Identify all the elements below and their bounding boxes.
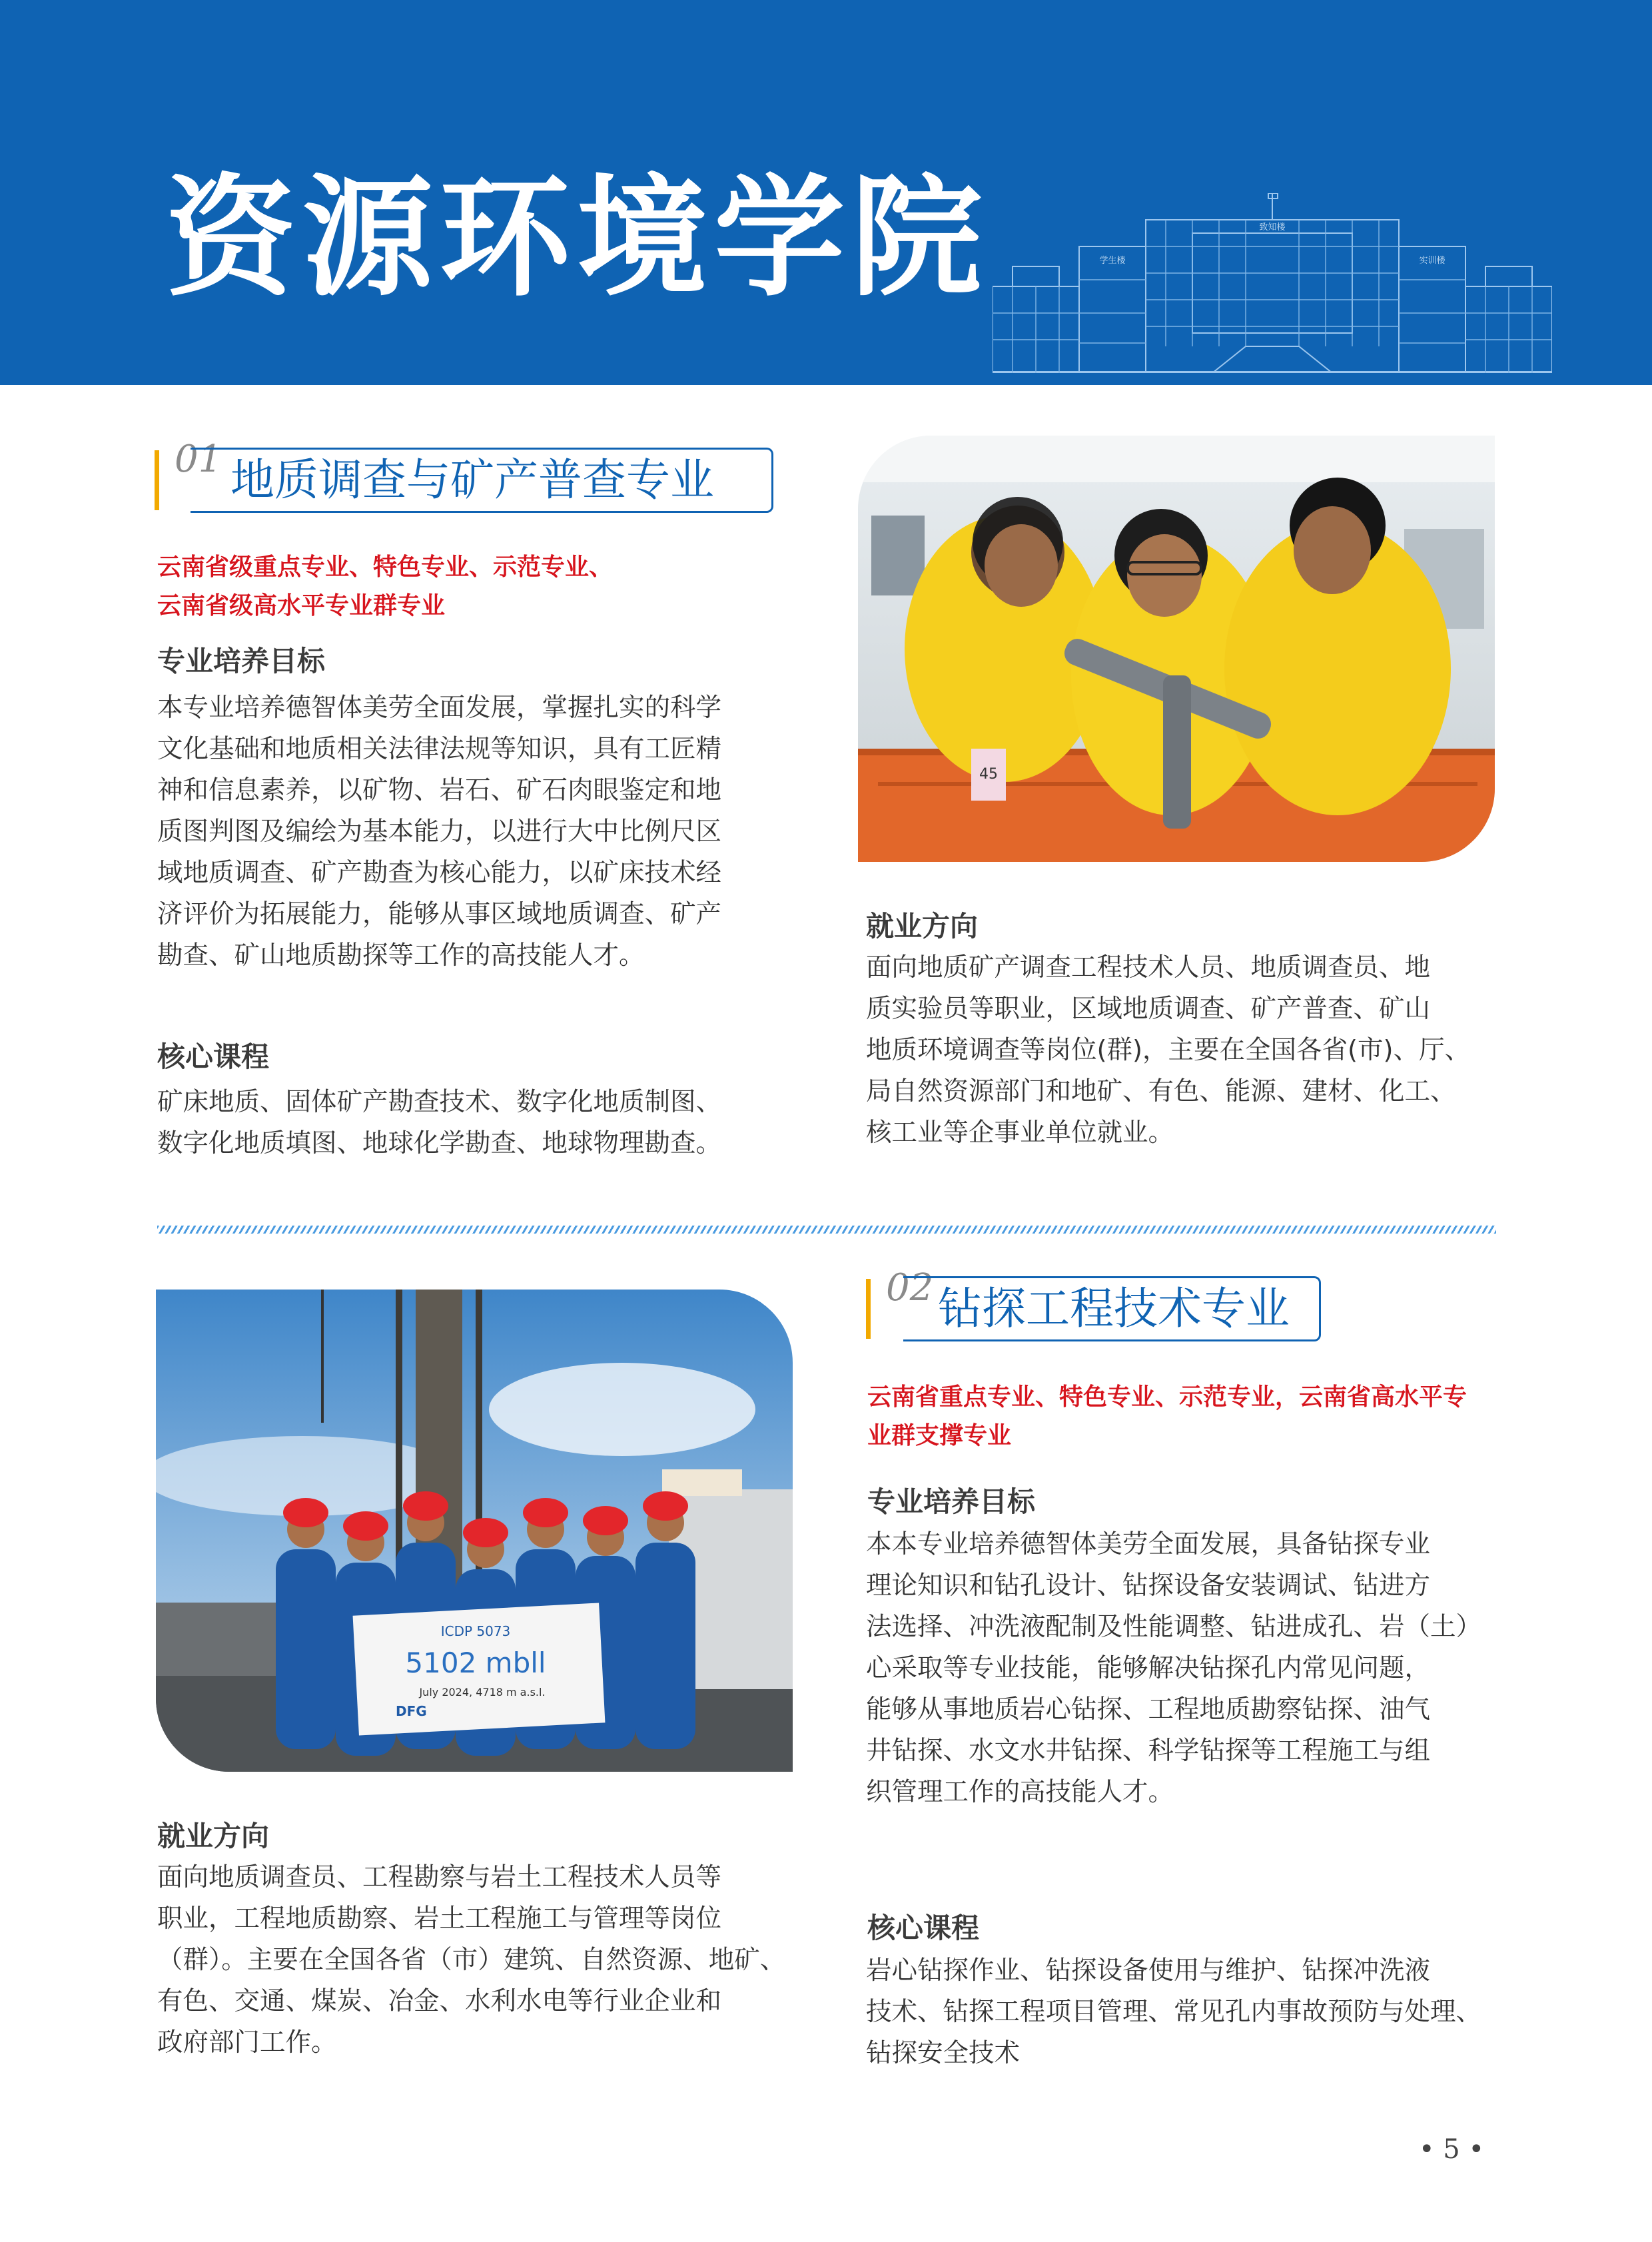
page-title: 资源环境学院 bbox=[165, 163, 989, 314]
section2-goal-text bbox=[866, 1524, 1505, 1813]
text-line: 岩心钻探作业、钻探设备使用与维护、钻探冲洗液 bbox=[866, 1956, 1431, 1986]
section2-goal-heading: 专业培养目标 bbox=[867, 1485, 1036, 1518]
text-line: 矿床地质、固体矿产勘查技术、数字化地质制图、 bbox=[157, 1087, 722, 1117]
text-line: 能够从事地质岩心钻探、工程地质勘察钻探、油气 bbox=[866, 1694, 1431, 1724]
text-line: 本专业培养德智体美劳全面发展，掌握扎实的科学 bbox=[157, 693, 722, 723]
text-line: 面向地质调查员、工程勘察与岩土工程技术人员等 bbox=[157, 1862, 722, 1892]
photo-drilling-crew bbox=[156, 1290, 793, 1772]
building-sign-right: 实训楼 bbox=[1419, 256, 1446, 266]
section2-title: 钻探工程技术专业 bbox=[938, 1283, 1290, 1334]
section1-goal-text bbox=[157, 687, 797, 976]
section2-job-text bbox=[157, 1857, 797, 2063]
text-line: 济评价为拓展能力，能够从事区域地质调查、矿产 bbox=[157, 899, 722, 929]
section2-course-heading: 核心课程 bbox=[867, 1912, 980, 1944]
text-line: 数字化地质填图、地球化学勘查、地球物理勘查。 bbox=[157, 1128, 722, 1158]
section2-accent-bar bbox=[866, 1279, 871, 1339]
text-line: 有色、交通、煤炭、冶金、水利水电等行业企业和 bbox=[157, 1986, 722, 2016]
text-line: 质实验员等职业，区域地质调查、矿产普查、矿山 bbox=[866, 994, 1431, 1024]
text-line: 质图判图及编绘为基本能力，以进行大中比例尺区 bbox=[157, 817, 722, 847]
text-line: 政府部门工作。 bbox=[157, 2028, 337, 2057]
section1-job-heading: 就业方向 bbox=[866, 910, 979, 942]
text-line: 文化基础和地质相关法律法规等知识，具有工匠精 bbox=[157, 734, 722, 764]
section1-job-text bbox=[866, 947, 1505, 1154]
text-line: 理论知识和钻孔设计、钻探设备安装调试、钻进方 bbox=[866, 1571, 1431, 1601]
text-line: 法选择、冲洗液配制及性能调整、钻进成孔、岩（土） bbox=[866, 1612, 1482, 1642]
text-line: （群）。主要在全国各省（市）建筑、自然资源、地矿、 bbox=[157, 1945, 786, 1975]
header-banner bbox=[0, 0, 1652, 385]
building-line-art bbox=[993, 193, 1552, 373]
text-line: 核工业等企事业单位就业。 bbox=[866, 1118, 1174, 1148]
section1-tag-line-2: 云南省级高水平专业群专业 bbox=[157, 592, 446, 619]
photo2-banner-line1: ICDP 5073 bbox=[440, 1623, 511, 1639]
section2-course-text bbox=[866, 1950, 1505, 2074]
text-line: 地质环境调查等岗位(群)，主要在全国各省(市)、厅、 bbox=[866, 1035, 1471, 1065]
text-line: 织管理工作的高技能人才。 bbox=[866, 1777, 1174, 1807]
section-divider bbox=[157, 1226, 1496, 1234]
page-number: • 5 • bbox=[1419, 2134, 1485, 2165]
text-line: 勘查、矿山地质勘探等工作的高技能人才。 bbox=[157, 940, 645, 970]
section1-goal-heading: 专业培养目标 bbox=[157, 645, 326, 677]
photo2-banner-logo: DFG bbox=[396, 1703, 427, 1719]
photo2-banner-line3: July 2024, 4718 m a.s.l. bbox=[419, 1686, 546, 1698]
section2-number: 02 bbox=[886, 1266, 934, 1309]
section1-course-text bbox=[157, 1082, 797, 1164]
text-line: 心采取等专业技能，能够解决钻探孔内常见问题， bbox=[866, 1653, 1431, 1683]
section1-course-heading: 核心课程 bbox=[157, 1040, 270, 1073]
section1-tag-line-1: 云南省级重点专业、特色专业、示范专业、 bbox=[157, 554, 614, 581]
section1-number: 01 bbox=[175, 438, 222, 481]
section2-tag-line-2: 业群支撑专业 bbox=[867, 1422, 1012, 1449]
photo2-banner-line2: 5102 mbll bbox=[405, 1647, 546, 1679]
text-line: 井钻探、水文水井钻探、科学钻探等工程施工与组 bbox=[866, 1736, 1431, 1766]
photo-students-core-inspection bbox=[858, 436, 1495, 862]
section2-tag-line-1: 云南省重点专业、特色专业、示范专业，云南省高水平专 bbox=[867, 1383, 1467, 1411]
photo1-badge-number: 45 bbox=[979, 766, 998, 783]
text-line: 技术、钻探工程项目管理、常见孔内事故预防与处理、 bbox=[866, 1997, 1482, 2027]
text-line: 职业，工程地质勘察、岩土工程施工与管理等岗位 bbox=[157, 1904, 722, 1934]
section1-accent-bar bbox=[155, 450, 159, 510]
building-sign-center: 致知楼 bbox=[1259, 222, 1286, 232]
text-line: 钻探安全技术 bbox=[866, 2038, 1021, 2068]
section2-job-heading: 就业方向 bbox=[157, 1820, 270, 1852]
building-sign-left: 学生楼 bbox=[1099, 256, 1126, 266]
text-line: 局自然资源部门和地矿、有色、能源、建材、化工、 bbox=[866, 1076, 1456, 1106]
text-line: 神和信息素养，以矿物、岩石、矿石肉眼鉴定和地 bbox=[157, 775, 722, 805]
text-line: 域地质调查、矿产勘查为核心能力，以矿床技术经 bbox=[157, 858, 722, 888]
section1-title: 地质调查与矿产普查专业 bbox=[230, 454, 714, 506]
text-line: 面向地质矿产调查工程技术人员、地质调查员、地 bbox=[866, 952, 1431, 982]
text-line: 本本专业培养德智体美劳全面发展，具备钻探专业 bbox=[866, 1529, 1431, 1559]
